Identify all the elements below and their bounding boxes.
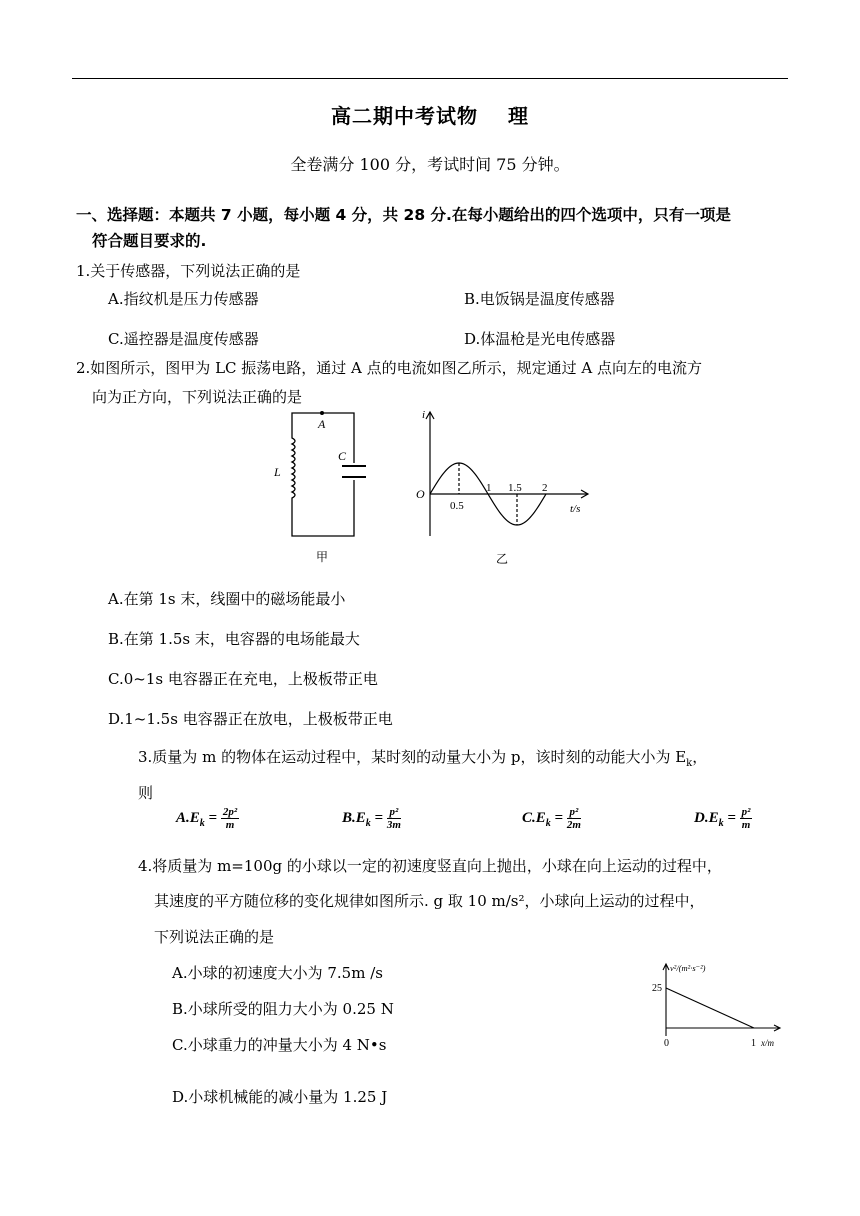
section-heading: 一、选择题：本题共 7 小题，每小题 4 分，共 28 分.在每小题给出的四个选项中，只有一项是 [76,206,731,224]
exam-subtitle: 全卷满分 100 分，考试时间 75 分钟。 [290,155,570,174]
q4-stem-cont2: 下列说法正确的是 [154,928,275,946]
v2-x-line [666,988,754,1028]
q1-stem: 1.关于传感器，下列说法正确的是 [76,262,301,280]
v2-x-graph [648,960,788,1054]
lc-circuit-figure [270,408,380,572]
q2-option-d: D.1~1.5s 电容器正在放电，上极板带正电 [108,710,393,728]
svg-text:v²/(m²·s⁻²): v²/(m²·s⁻²) [670,963,706,973]
q4-option-d: D.小球机械能的减小量为 1.25 J [172,1088,388,1106]
svg-text:1.5: 1.5 [508,482,522,494]
svg-text:A: A [318,417,326,431]
svg-text:1: 1 [486,482,492,494]
q3-option-b: $B.E_k$ = $\frac{\text{p²}}{3m}$ [342,806,401,831]
q2-option-c: C.0~1s 电容器正在充电，上极板带正电 [108,670,378,688]
q2-option-a: A.在第 1s 末，线圈中的磁场能最小 [108,590,346,608]
q3-option-a: $A.E_k$ = $\frac{\text{2p²}}{m}$ [176,806,238,831]
q4-stem-cont1: 其速度的平方随位移的变化规律如图所示. g 取 10 m/s²，小球向上运动的过程中， [154,892,705,910]
q2-stem-cont: 向为正方向，下列说法正确的是 [92,388,303,406]
svg-text:i: i [422,409,426,421]
svg-text:2: 2 [542,482,548,494]
q4-option-a: A.小球的初速度大小为 7.5m /s [172,964,383,982]
q2-option-b: B.在第 1.5s 末，电容器的电场能最大 [108,630,360,648]
svg-text:1: 1 [751,1038,756,1049]
q3-stem-cont: 则 [138,784,154,802]
q3-option-c: $C.E_k$ = $\frac{\text{p²}}{2m}$ [522,806,581,831]
svg-text:C: C [338,449,347,463]
q1-option-b: B.电饭锅是温度传感器 [464,290,615,308]
q1-option-d: D.体温枪是光电传感器 [464,330,616,348]
svg-text:0: 0 [664,1038,669,1049]
q3-stem: 3.质量为 m 的物体在运动过程中，某时刻的动量大小为 p，该时刻的动能大小为 $E_k$， [138,748,708,769]
svg-text:L: L [274,465,281,479]
current-time-graph [410,408,595,572]
q4-option-c: C.小球重力的冲量大小为 4 N•s [172,1036,387,1054]
q1-option-c: C.遥控器是温度传感器 [108,330,259,348]
q4-stem: 4.将质量为 m=100g 的小球以一定的初速度竖直向上抛出，小球在向上运动的过程中， [138,857,722,875]
svg-text:乙: 乙 [496,552,509,566]
svg-text:甲: 甲 [316,550,329,564]
header-rule [72,78,788,79]
q4-option-b: B.小球所受的阻力大小为 0.25 N [172,1000,394,1018]
q2-stem: 2.如图所示，图甲为 LC 振荡电路，通过 A 点的电流如图乙所示，规定通过 A 点向左的电流方 [76,359,703,377]
svg-text:t/s: t/s [570,503,581,515]
svg-text:x/m: x/m [761,1038,774,1048]
q3-option-d: $D.E_k$ = $\frac{\text{p²}}{m}$ [694,806,751,831]
svg-text:O: O [416,487,425,501]
page-title: 高二期中考试物 理 [331,104,529,128]
svg-text:25: 25 [652,983,662,994]
svg-text:0.5: 0.5 [450,500,464,512]
section-heading-cont: 符合题目要求的. [92,232,207,250]
q1-option-a: A.指纹机是压力传感器 [108,290,259,308]
